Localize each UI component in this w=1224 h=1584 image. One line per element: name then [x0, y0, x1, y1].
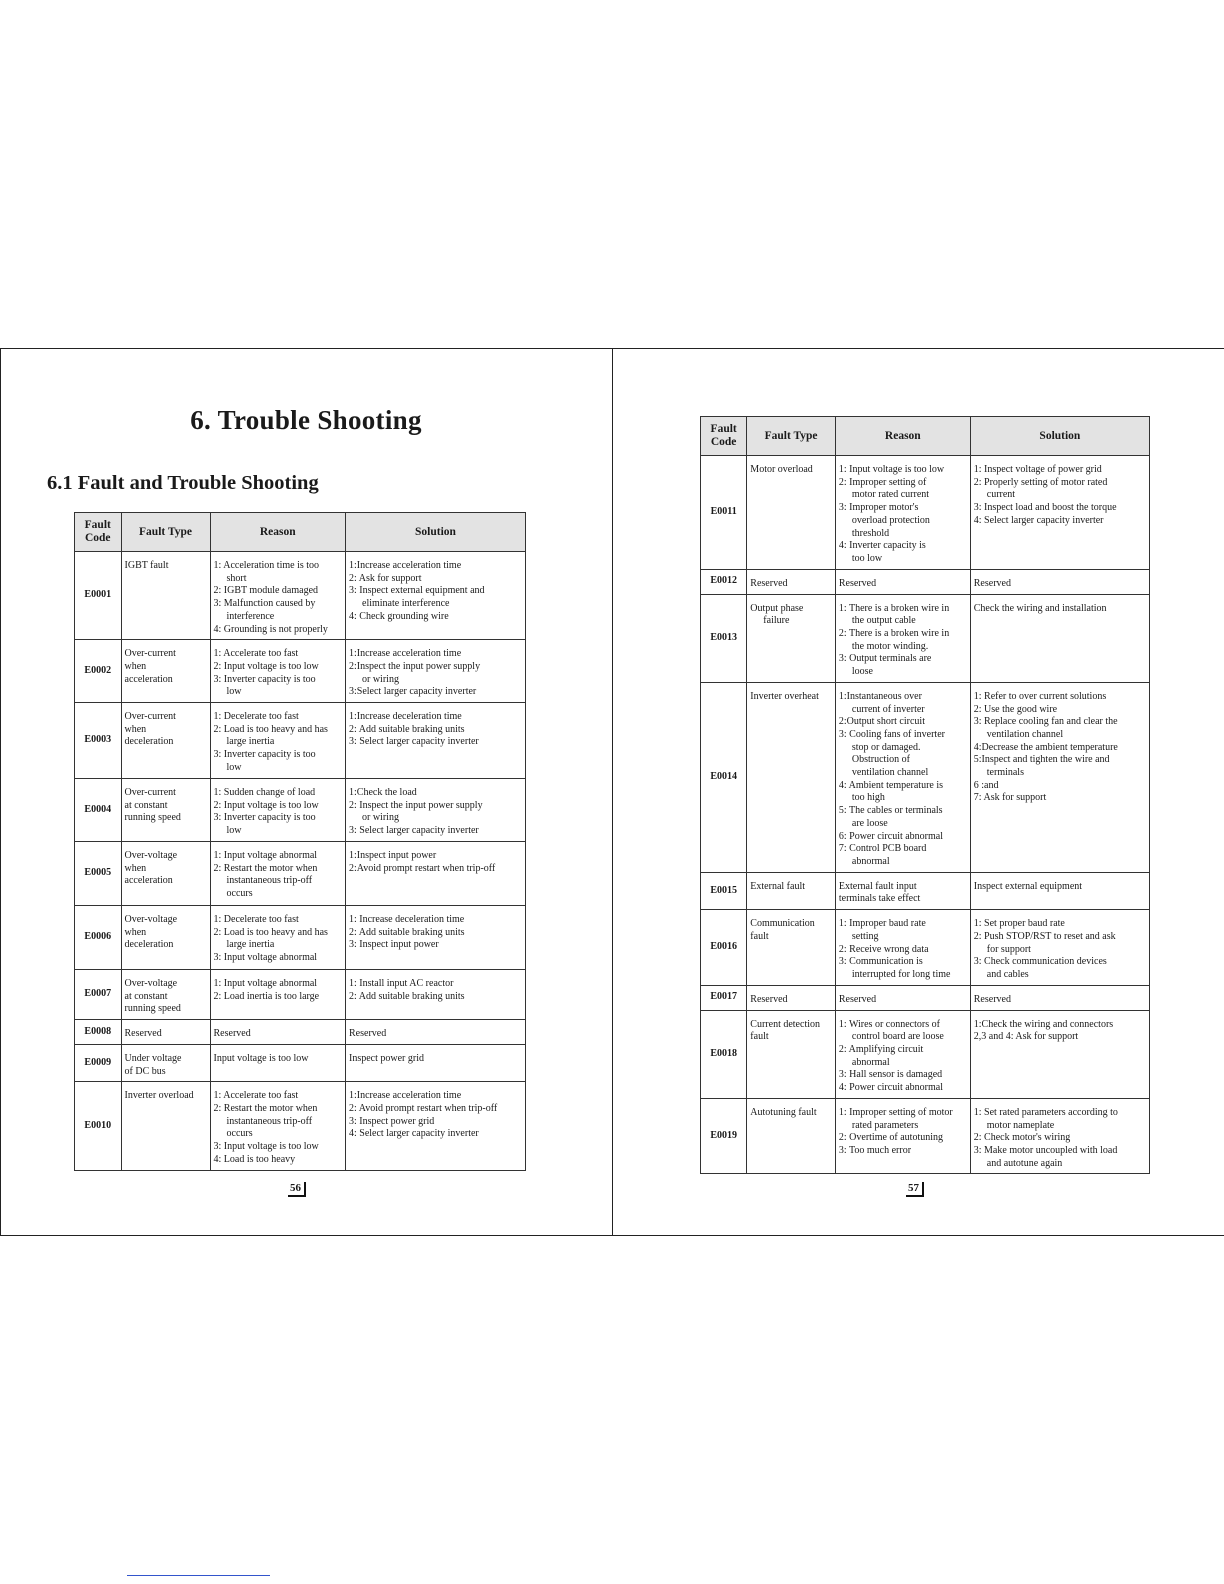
- fault-solution-line: 4:Decrease the ambient temperature: [973, 741, 1118, 753]
- fault-solution: [346, 640, 526, 703]
- page-number-left: 56: [288, 1182, 306, 1197]
- fault-solution: [346, 969, 526, 1019]
- fault-type-line: Reserved: [124, 1027, 162, 1039]
- fault-type-line: Reserved: [750, 993, 788, 1005]
- fault-solution-line: and cables: [986, 968, 1029, 980]
- fault-solution-line: 1:Check the load: [349, 787, 417, 799]
- fault-type: [747, 456, 836, 570]
- fault-type: [121, 640, 210, 703]
- fault-reason-line: 4: Load is too heavy: [213, 1153, 296, 1165]
- table-row: [701, 682, 1150, 872]
- fault-code: E0015: [701, 872, 747, 909]
- fault-type: [121, 1019, 210, 1044]
- fault-solution-line: 1:Check the wiring and connectors: [973, 1018, 1114, 1030]
- fault-reason-line: interference: [226, 610, 275, 622]
- fault-solution: [970, 1010, 1149, 1098]
- fault-type-line: acceleration: [124, 875, 173, 887]
- fault-solution: [970, 910, 1149, 986]
- fault-solution-line: 2:Inspect the input power supply: [349, 660, 481, 672]
- fault-type-line: fault: [750, 1031, 769, 1043]
- fault-reason-line: threshold: [851, 527, 890, 539]
- fault-reason-line: 2: Load is too heavy and has: [213, 723, 328, 735]
- table-row: [75, 552, 526, 640]
- fault-solution-line: 4: Select larger capacity inverter: [973, 514, 1104, 526]
- fault-reason: [210, 841, 346, 905]
- fault-reason-line: 2: IGBT module damaged: [213, 585, 319, 597]
- fault-solution-line: 1:Increase acceleration time: [349, 648, 462, 660]
- fault-reason-line: abnormal: [851, 855, 890, 867]
- fault-solution: [970, 985, 1149, 1010]
- fault-reason-line: control board are loose: [851, 1031, 944, 1043]
- header-fault-code: Fault Code: [75, 513, 122, 552]
- fault-type-line: acceleration: [124, 673, 173, 685]
- fault-solution: [970, 594, 1149, 682]
- fault-reason-line: ventilation channel: [851, 767, 929, 779]
- table-row: [701, 872, 1150, 909]
- page-title: 6. Trouble Shooting: [190, 405, 422, 435]
- fault-type: [121, 552, 210, 640]
- fault-solution-line: 1:Inspect input power: [349, 849, 437, 861]
- fault-reason-line: low: [226, 825, 242, 837]
- fault-reason-line: current of inverter: [851, 703, 925, 715]
- header-fault-code: Fault Code: [701, 417, 747, 456]
- fault-solution-line: 1:Increase acceleration time: [349, 560, 462, 571]
- fault-type-line: Reserved: [750, 577, 788, 589]
- fault-reason-line: 2: Load inertia is too large: [213, 990, 320, 1002]
- table-row: [75, 1082, 526, 1170]
- fault-type-line: running speed: [124, 1003, 181, 1015]
- fault-reason-line: 2: There is a broken wire in: [838, 628, 950, 640]
- fault-type: [747, 569, 836, 594]
- fault-reason-line: 1: Improper baud rate: [838, 918, 926, 930]
- fault-reason-line: 3: Input voltage is too low: [213, 1141, 319, 1153]
- fault-type: [747, 910, 836, 986]
- fault-reason-line: 3: Communication is: [838, 956, 923, 968]
- fault-solution: [970, 682, 1149, 872]
- fault-type-line: at constant: [124, 799, 168, 811]
- fault-solution-line: 2: Push STOP/RST to reset and ask: [973, 930, 1116, 942]
- fault-code: E0019: [701, 1098, 747, 1174]
- table-row: [75, 703, 526, 779]
- fault-reason-line: 3: Malfunction caused by: [213, 598, 316, 610]
- fault-reason-line: 3: Output terminals are: [838, 653, 932, 665]
- fault-type-line: Motor overload: [750, 464, 813, 475]
- fault-solution-line: 3: Inspect power grid: [349, 1115, 435, 1127]
- fault-reason: [835, 985, 970, 1010]
- fault-reason-line: occurs: [226, 887, 253, 899]
- fault-type-line: Under voltage: [124, 1052, 182, 1064]
- table-row: [75, 969, 526, 1019]
- fault-reason-line: terminals take effect: [838, 893, 921, 905]
- fault-solution-line: or wiring: [362, 673, 399, 685]
- fault-solution-line: 2:Avoid prompt restart when trip-off: [349, 862, 496, 874]
- fault-reason-line: too low: [851, 552, 883, 564]
- fault-reason: [210, 1019, 346, 1044]
- table-row: [75, 841, 526, 905]
- fault-reason-line: the motor winding.: [851, 640, 929, 652]
- fault-type-line: External fault: [750, 880, 805, 892]
- fault-reason-line: interrupted for long time: [851, 968, 951, 980]
- fault-reason-line: Reserved: [838, 577, 877, 589]
- table-row: [701, 910, 1150, 986]
- fault-reason-line: 3: Input voltage abnormal: [213, 951, 318, 963]
- fault-reason-line: 3: Improper motor's: [838, 502, 919, 514]
- fault-reason-line: setting: [851, 930, 879, 942]
- fault-reason-line: 7: Control PCB board: [838, 843, 927, 855]
- fault-solution-line: 4: Check grounding wire: [349, 610, 449, 622]
- fault-reason-line: 1: Input voltage is too low: [838, 464, 945, 475]
- fault-solution-line: 2: Avoid prompt restart when trip-off: [349, 1103, 498, 1115]
- fault-reason: [835, 1010, 970, 1098]
- fault-solution-line: Inspect power grid: [349, 1052, 424, 1064]
- fault-solution-line: 1:Increase deceleration time: [349, 711, 462, 723]
- table-row: [75, 1019, 526, 1044]
- fault-solution-line: 1: Install input AC reactor: [349, 977, 454, 989]
- fault-reason-line: the output cable: [851, 615, 916, 627]
- fault-type-line: deceleration: [124, 736, 174, 748]
- fault-reason: [835, 1098, 970, 1174]
- table-row: [75, 905, 526, 969]
- fault-code: E0002: [75, 640, 122, 703]
- fault-reason-line: stop or damaged.: [851, 741, 921, 753]
- fault-type-line: when: [124, 862, 147, 874]
- fault-solution: [346, 841, 526, 905]
- fault-reason: [210, 905, 346, 969]
- fault-solution-line: Reserved: [973, 577, 1011, 589]
- fault-solution-line: 5:Inspect and tighten the wire and: [973, 754, 1110, 766]
- fault-reason-line: 2: Input voltage is too low: [213, 660, 319, 672]
- fault-solution-line: 2,3 and 4: Ask for support: [973, 1031, 1079, 1043]
- fault-reason-line: too high: [851, 792, 885, 804]
- fault-reason-line: 3: Inverter capacity is too: [213, 749, 316, 761]
- fault-reason-line: 3: Too much error: [838, 1144, 912, 1156]
- fault-reason-line: 3: Cooling fans of inverter: [838, 728, 945, 740]
- fault-type-line: Autotuning fault: [750, 1106, 817, 1118]
- fault-reason-line: 1: There is a broken wire in: [838, 602, 950, 614]
- fault-type-line: when: [124, 926, 147, 938]
- fault-type: [747, 594, 836, 682]
- fault-reason-line: 1: Wires or connectors of: [838, 1018, 940, 1030]
- fault-reason: [835, 594, 970, 682]
- table-row: [701, 985, 1150, 1010]
- fault-reason-line: 1: Accelerate too fast: [213, 1090, 299, 1102]
- fault-reason-line: 2: Input voltage is too low: [213, 799, 319, 811]
- fault-reason: [210, 1044, 346, 1081]
- fault-type-line: when: [124, 723, 147, 735]
- fault-solution-line: 2: Ask for support: [349, 572, 422, 584]
- fault-solution-line: 3: Make motor uncoupled with load: [973, 1144, 1118, 1156]
- fault-solution-line: 1:Increase acceleration time: [349, 1090, 462, 1102]
- fault-type-line: Over-voltage: [124, 977, 178, 989]
- fault-reason-line: Input voltage is too low: [213, 1052, 309, 1064]
- fault-solution-line: 4: Select larger capacity inverter: [349, 1128, 479, 1140]
- fault-type: [121, 841, 210, 905]
- fault-reason-line: Reserved: [838, 993, 877, 1005]
- fault-code: E0017: [701, 985, 747, 1010]
- table-row: [75, 1044, 526, 1081]
- fault-reason-line: motor rated current: [851, 489, 930, 501]
- fault-solution-line: 2: Check motor's wiring: [973, 1132, 1071, 1144]
- fault-solution-line: 3:Select larger capacity inverter: [349, 686, 477, 698]
- fault-type: [121, 1044, 210, 1081]
- fault-code: E0016: [701, 910, 747, 986]
- page-divider: [612, 348, 613, 1236]
- table-row: [701, 1098, 1150, 1174]
- fault-solution-line: 2: Use the good wire: [973, 703, 1058, 715]
- fault-reason: [210, 779, 346, 842]
- fault-type-line: Output phase: [750, 602, 804, 614]
- fault-reason-line: 2: Receive wrong data: [838, 943, 929, 955]
- fault-solution-line: 3: Inspect input power: [349, 939, 439, 951]
- fault-solution-line: Reserved: [973, 993, 1011, 1005]
- fault-code: E0011: [701, 456, 747, 570]
- fault-reason-line: 2: Amplifying circuit: [838, 1044, 924, 1056]
- fault-solution-line: 7: Ask for support: [973, 792, 1047, 804]
- table-row: [75, 779, 526, 842]
- fault-reason-line: 2:Output short circuit: [838, 716, 925, 728]
- fault-solution-line: Check the wiring and installation: [973, 602, 1107, 614]
- header-solution: Solution: [970, 417, 1149, 456]
- fault-reason: [210, 1082, 346, 1170]
- fault-table-right: [700, 416, 1150, 1174]
- fault-solution: [970, 1098, 1149, 1174]
- fault-type: [121, 905, 210, 969]
- fault-reason-line: 6: Power circuit abnormal: [838, 830, 944, 842]
- fault-type-line: Over-current: [124, 787, 176, 799]
- fault-solution-line: ventilation channel: [986, 728, 1064, 740]
- fault-reason-line: instantaneous trip-off: [226, 1115, 313, 1127]
- fault-reason-line: occurs: [226, 1128, 253, 1140]
- fault-solution-line: 2: Properly setting of motor rated: [973, 476, 1108, 488]
- fault-solution-line: and autotune again: [986, 1157, 1063, 1169]
- fault-reason-line: 1: Decelerate too fast: [213, 913, 299, 925]
- fault-reason: [210, 969, 346, 1019]
- fault-reason-line: 2: Improper setting of: [838, 476, 927, 488]
- fault-solution: [970, 569, 1149, 594]
- fault-solution-line: Reserved: [349, 1027, 387, 1039]
- fault-reason: [210, 640, 346, 703]
- fault-solution: [970, 872, 1149, 909]
- fault-type-line: running speed: [124, 812, 181, 824]
- fault-type: [121, 779, 210, 842]
- fault-solution-line: 2: Add suitable braking units: [349, 990, 465, 1002]
- table-row: [701, 569, 1150, 594]
- fault-type: [121, 703, 210, 779]
- fault-solution-line: 1: Refer to over current solutions: [973, 690, 1107, 702]
- fault-reason-line: low: [226, 761, 242, 773]
- fault-type-line: Communication: [750, 918, 815, 930]
- fault-code: E0003: [75, 703, 122, 779]
- fault-reason-line: overload protection: [851, 514, 930, 526]
- fault-solution-line: 3: Inspect external equipment and: [349, 585, 485, 597]
- fault-solution: [346, 779, 526, 842]
- fault-solution-line: 2: Add suitable braking units: [349, 723, 465, 735]
- fault-reason: [835, 456, 970, 570]
- fault-reason-line: 1: Input voltage abnormal: [213, 849, 318, 861]
- fault-type-line: Inverter overload: [124, 1090, 194, 1102]
- fault-solution: [970, 456, 1149, 570]
- fault-type-line: Current detection: [750, 1018, 820, 1030]
- fault-solution-line: 3: Select larger capacity inverter: [349, 736, 479, 748]
- fault-solution-line: 1: Set proper baud rate: [973, 918, 1065, 930]
- table-row: [701, 594, 1150, 682]
- fault-reason-line: large inertia: [226, 736, 275, 748]
- fault-solution: [346, 1082, 526, 1170]
- fault-solution-line: terminals: [986, 767, 1024, 779]
- fault-type: [747, 1010, 836, 1098]
- fault-code: E0001: [75, 552, 122, 640]
- fault-solution-line: 1: Increase deceleration time: [349, 913, 465, 925]
- header-fault-type: Fault Type: [121, 513, 210, 552]
- fault-reason-line: 1: Sudden change of load: [213, 787, 316, 799]
- fault-type: [121, 1082, 210, 1170]
- fault-table-left: [74, 512, 526, 1171]
- fault-reason-line: rated parameters: [851, 1119, 919, 1131]
- fault-reason-line: are loose: [851, 817, 888, 829]
- fault-type-line: IGBT fault: [124, 560, 169, 571]
- fault-code: E0008: [75, 1019, 122, 1044]
- fault-solution-line: 3: Select larger capacity inverter: [349, 825, 479, 837]
- fault-reason: [835, 569, 970, 594]
- fault-type-line: deceleration: [124, 939, 174, 951]
- fault-solution-line: 1: Set rated parameters according to: [973, 1106, 1118, 1118]
- fault-code: E0009: [75, 1044, 122, 1081]
- fault-solution-line: 1: Inspect voltage of power grid: [973, 464, 1102, 475]
- page-number-right: 57: [906, 1182, 924, 1197]
- fault-reason-line: 4: Grounding is not properly: [213, 623, 328, 635]
- fault-solution-line: motor nameplate: [986, 1119, 1055, 1131]
- fault-reason-line: 2: Overtime of autotuning: [838, 1132, 944, 1144]
- header-reason: Reason: [210, 513, 346, 552]
- fault-type-line: fault: [750, 930, 769, 942]
- fault-type-line: failure: [763, 615, 790, 627]
- fault-reason: [835, 872, 970, 909]
- fault-type: [121, 969, 210, 1019]
- fault-reason-line: abnormal: [851, 1056, 890, 1068]
- section-title: 6.1 Fault and Trouble Shooting: [47, 472, 319, 494]
- fault-reason-line: 3: Hall sensor is damaged: [838, 1069, 943, 1081]
- fault-code: E0012: [701, 569, 747, 594]
- fault-type-line: of DC bus: [124, 1065, 166, 1077]
- fault-solution: [346, 552, 526, 640]
- fault-solution-line: 6 :and: [973, 779, 999, 791]
- fault-solution-line: eliminate interference: [362, 598, 450, 610]
- fault-solution-line: 3: Check communication devices: [973, 956, 1107, 968]
- table-row: [701, 1010, 1150, 1098]
- fault-type-line: at constant: [124, 990, 168, 1002]
- fault-type: [747, 872, 836, 909]
- fault-reason-line: External fault input: [838, 880, 917, 892]
- fault-type: [747, 682, 836, 872]
- fault-reason-line: 3: Inverter capacity is too: [213, 812, 316, 824]
- fault-solution-line: for support: [986, 943, 1031, 955]
- table-row: [701, 456, 1150, 570]
- fault-solution-line: current: [986, 489, 1016, 501]
- footer-link-line: [127, 1575, 270, 1576]
- fault-solution: [346, 1044, 526, 1081]
- fault-code: E0006: [75, 905, 122, 969]
- fault-type: [747, 985, 836, 1010]
- fault-type-line: Over-current: [124, 648, 176, 660]
- fault-solution-line: Inspect external equipment: [973, 880, 1083, 892]
- fault-solution: [346, 905, 526, 969]
- fault-solution-line: 2: Inspect the input power supply: [349, 799, 483, 811]
- header-solution: Solution: [346, 513, 526, 552]
- fault-code: E0010: [75, 1082, 122, 1170]
- header-reason: Reason: [835, 417, 970, 456]
- fault-reason-line: 4: Power circuit abnormal: [838, 1082, 944, 1094]
- fault-solution-line: 2: Add suitable braking units: [349, 926, 465, 938]
- fault-reason-line: 4: Inverter capacity is: [838, 540, 926, 552]
- fault-solution-line: 3: Replace cooling fan and clear the: [973, 716, 1118, 728]
- fault-code: E0018: [701, 1010, 747, 1098]
- fault-solution: [346, 703, 526, 779]
- fault-code: E0005: [75, 841, 122, 905]
- fault-type-line: when: [124, 660, 147, 672]
- fault-type-line: Over-voltage: [124, 913, 178, 925]
- fault-reason: [835, 682, 970, 872]
- fault-reason-line: short: [226, 572, 247, 584]
- fault-reason-line: instantaneous trip-off: [226, 875, 313, 887]
- fault-code: E0004: [75, 779, 122, 842]
- fault-type-line: Over-voltage: [124, 849, 178, 861]
- fault-code: E0013: [701, 594, 747, 682]
- fault-code: E0007: [75, 969, 122, 1019]
- fault-reason-line: loose: [851, 666, 873, 678]
- fault-reason-line: Reserved: [213, 1027, 251, 1039]
- fault-reason: [835, 910, 970, 986]
- fault-reason-line: 1: Input voltage abnormal: [213, 977, 318, 989]
- fault-solution: [346, 1019, 526, 1044]
- fault-reason-line: 5: The cables or terminals: [838, 805, 943, 817]
- fault-type: [747, 1098, 836, 1174]
- fault-type-line: Over-current: [124, 711, 176, 723]
- fault-reason-line: 1: Decelerate too fast: [213, 711, 299, 723]
- fault-reason-line: 3: Inverter capacity is too: [213, 673, 316, 685]
- header-fault-type: Fault Type: [747, 417, 836, 456]
- fault-reason-line: large inertia: [226, 939, 275, 951]
- fault-reason-line: low: [226, 686, 242, 698]
- fault-reason: [210, 703, 346, 779]
- fault-reason: [210, 552, 346, 640]
- fault-reason-line: Obstruction of: [851, 754, 910, 766]
- fault-solution-line: or wiring: [362, 812, 399, 824]
- table-row: [75, 640, 526, 703]
- fault-reason-line: 4: Ambient temperature is: [838, 779, 944, 791]
- fault-reason-line: 1: Acceleration time is too: [213, 560, 320, 571]
- fault-reason-line: 1:Instantaneous over: [838, 690, 922, 702]
- fault-reason-line: 2: Restart the motor when: [213, 862, 318, 874]
- fault-reason-line: 1: Accelerate too fast: [213, 648, 299, 660]
- fault-code: E0014: [701, 682, 747, 872]
- fault-reason-line: 1: Improper setting of motor: [838, 1106, 953, 1118]
- fault-type-line: Inverter overheat: [750, 690, 819, 702]
- fault-reason-line: 2: Restart the motor when: [213, 1103, 318, 1115]
- fault-reason-line: 2: Load is too heavy and has: [213, 926, 328, 938]
- fault-solution-line: 3: Inspect load and boost the torque: [973, 502, 1117, 514]
